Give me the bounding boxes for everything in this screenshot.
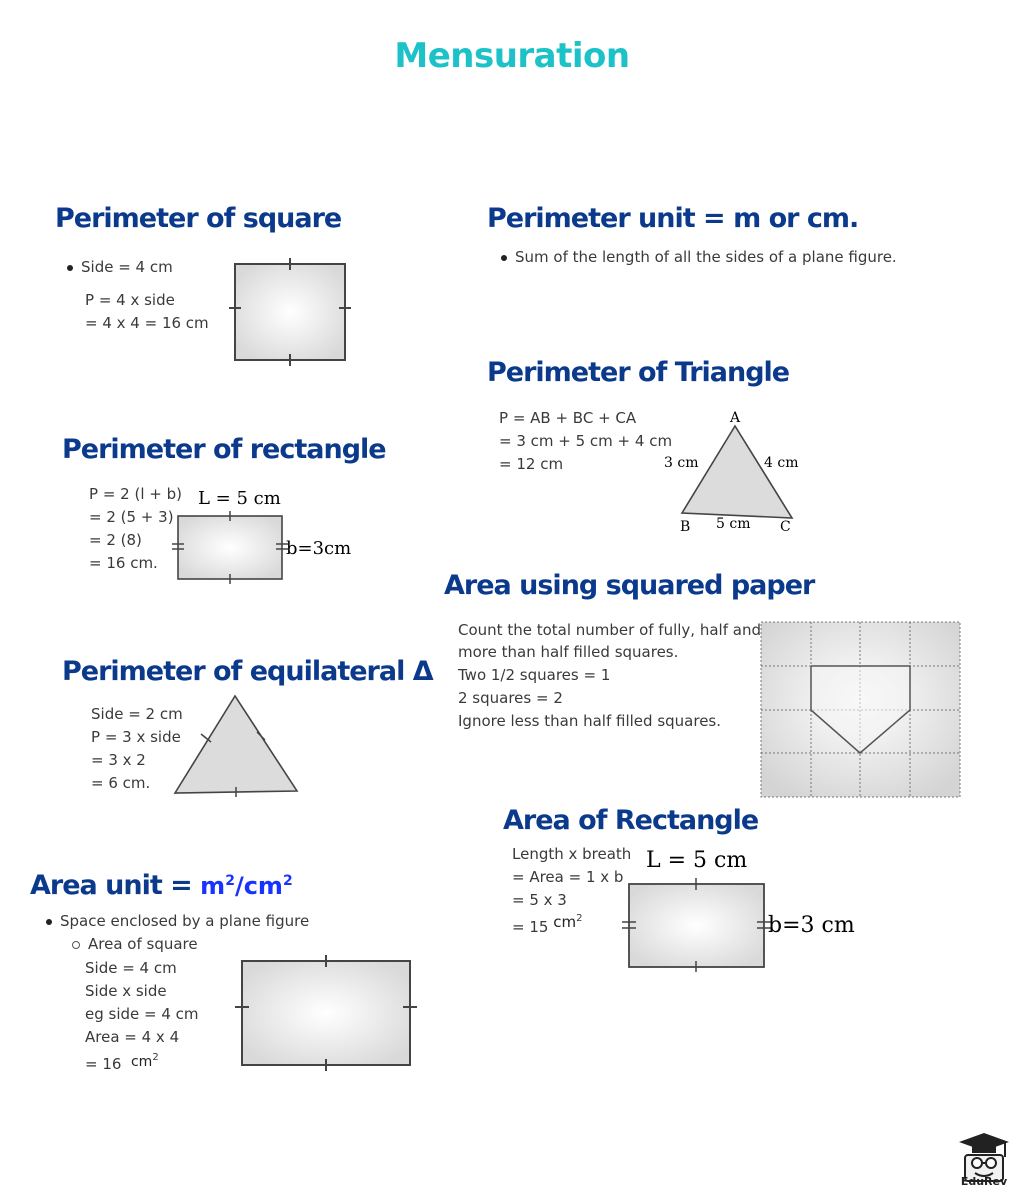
- page-title: Mensuration: [394, 36, 630, 76]
- equilateral-triangle-figure: [168, 690, 308, 802]
- unit: cm: [553, 913, 577, 931]
- edurev-logo-text: EduRev: [960, 1175, 1008, 1188]
- side-bc-label: 5 cm: [716, 516, 751, 532]
- text-line: Side = 4 cm: [81, 258, 173, 276]
- text-line: Side x side: [85, 982, 167, 1000]
- text-line: Side = 4 cm: [85, 959, 177, 977]
- text-line: P = 4 x side: [85, 291, 175, 309]
- area-square-figure: [232, 953, 422, 1075]
- text-line: Area = 4 x 4: [85, 1028, 180, 1046]
- text-line: P = 3 x side: [91, 728, 181, 746]
- side-ca-label: 4 cm: [764, 455, 799, 471]
- text-line: = 5 x 3: [512, 891, 567, 909]
- unit-exponent: 2: [282, 873, 293, 889]
- length-label: L = 5 cm: [198, 488, 281, 509]
- area-rectangle-heading: Area of Rectangle: [503, 805, 759, 836]
- text-line: = 2 (5 + 3): [89, 508, 174, 526]
- vertex-c-label: C: [780, 519, 791, 535]
- rectangle-figure: [168, 485, 358, 585]
- perimeter-rectangle-heading: Perimeter of rectangle: [62, 434, 386, 465]
- unit-exponent: 2: [152, 1052, 159, 1063]
- triangle-figure: [660, 406, 810, 536]
- unit-m: m: [200, 872, 226, 900]
- text-line: = 4 x 4 = 16 cm: [85, 314, 209, 332]
- perimeter-triangle-heading: Perimeter of Triangle: [487, 357, 790, 388]
- side-ab-label: 3 cm: [664, 455, 699, 471]
- text-line: Side = 2 cm: [91, 705, 183, 723]
- text-line: Ignore less than half filled squares.: [458, 712, 722, 730]
- area-rectangle-figure: [618, 842, 868, 972]
- text-line: = Area = 1 x b: [512, 868, 624, 886]
- perimeter-unit-heading: Perimeter unit = m or cm.: [487, 203, 859, 234]
- breadth-label: b=3cm: [286, 538, 352, 559]
- unit: cm: [130, 1054, 153, 1070]
- text-line: = 3 cm + 5 cm + 4 cm: [499, 432, 673, 450]
- unit-cm: /cm: [234, 872, 283, 900]
- vertex-a-label: A: [730, 410, 741, 426]
- bullet: [67, 265, 73, 271]
- text-line: Space enclosed by a plane figure: [60, 912, 310, 930]
- perimeter-equilateral-heading: Perimeter of equilateral Δ: [62, 656, 433, 687]
- unit-exponent: 2: [576, 913, 583, 924]
- text-line: = 6 cm.: [91, 774, 151, 792]
- text-line: = 3 x 2: [91, 751, 146, 769]
- text-line: Sum of the length of all the sides of a plane figure.: [515, 248, 897, 266]
- vertex-b-label: B: [680, 519, 691, 535]
- area-value: = 16: [85, 1055, 122, 1073]
- bullet: [501, 255, 507, 261]
- breadth-label: b=3 cm: [768, 913, 855, 938]
- text-line: Area of square: [88, 935, 198, 953]
- square-figure: [226, 256, 356, 372]
- text-line: = 12 cm: [499, 455, 564, 473]
- text-line: [512, 912, 582, 939]
- text-line: = 2 (8): [89, 531, 142, 549]
- area-unit-heading: [30, 870, 293, 901]
- text-line: Length x breath: [512, 845, 632, 863]
- text-line: 2 squares = 2: [458, 689, 563, 707]
- sub-bullet: [72, 941, 80, 949]
- length-label: L = 5 cm: [646, 848, 748, 873]
- text-line: = 16 cm.: [89, 554, 158, 572]
- area-squared-paper-heading: Area using squared paper: [444, 570, 815, 601]
- perimeter-square-heading: Perimeter of square: [55, 203, 342, 234]
- text-line: Two 1/2 squares = 1: [458, 666, 611, 684]
- text-line: eg side = 4 cm: [85, 1005, 199, 1023]
- unit-exponent: 2: [225, 873, 235, 889]
- text-line: P = 2 (l + b): [89, 485, 182, 503]
- area-value: = 15: [512, 918, 549, 936]
- text-line: [85, 1049, 159, 1077]
- text-line: more than half filled squares.: [458, 643, 679, 661]
- squared-paper-figure: [760, 621, 962, 799]
- area-unit-label: Area unit =: [30, 870, 201, 901]
- text-line: Count the total number of fully, half and: [458, 621, 761, 639]
- bullet: [46, 919, 52, 925]
- text-line: P = AB + BC + CA: [499, 409, 637, 427]
